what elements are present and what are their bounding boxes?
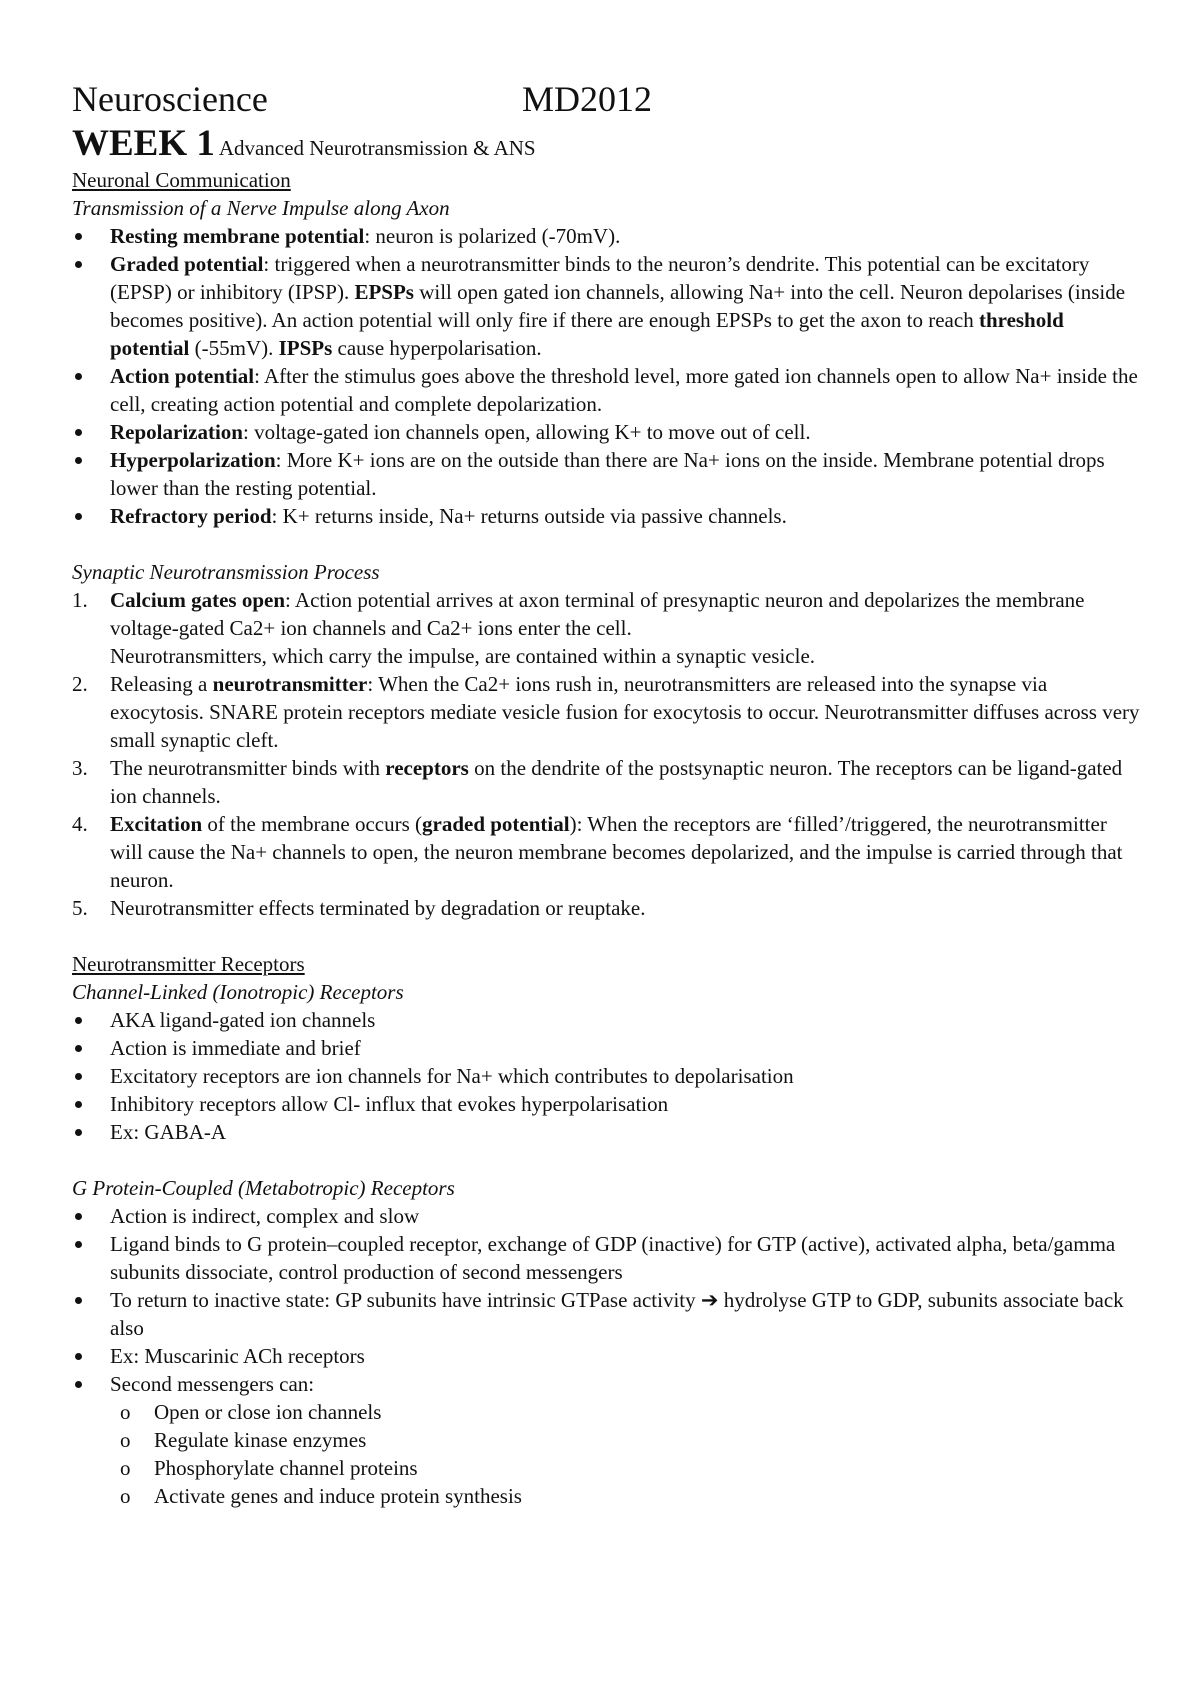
spacer [72, 922, 1142, 950]
item-text: Excitatory receptors are ion channels for Na+ which contributes to depolarisation [110, 1064, 794, 1088]
sub-list-item [72, 1398, 1142, 1426]
list-item [72, 1370, 1142, 1398]
second-messenger-sublist [72, 1398, 1142, 1510]
item-text: Inhibitory receptors allow Cl- influx that evokes hyperpolarisation [110, 1092, 669, 1116]
item-text: : triggered when a neurotransmitter binds to the neuron’s dendrite. This potential can be excitatory (EPSP) or inhibitory (IPSP). [110, 252, 1090, 304]
term: EPSPs [354, 280, 414, 304]
item-text: Ex: GABA-A [110, 1120, 227, 1144]
step-number: 1. [72, 588, 88, 612]
step-number: 2. [72, 672, 88, 696]
item-text: of the membrane occurs ( [202, 812, 422, 836]
spacer [72, 530, 1142, 558]
step-number: 3. [72, 756, 88, 780]
item-text: : When the Ca2+ ions rush in, neurotransmitters are released into the synapse via exocytosis. SNARE protein receptors mediate vesicle fusion for exocytosis to occur. Neurotransmitter diffuses across very small synaptic cleft. [110, 672, 1140, 752]
item-text: Second messengers can: [110, 1372, 315, 1396]
step-number: 4. [72, 812, 88, 836]
item-text: Neurotransmitter effects terminated by degradation or reuptake. [110, 896, 646, 920]
item-text: Regulate kinase enzymes [154, 1428, 367, 1452]
list-item [72, 1118, 1142, 1146]
subheading-synaptic-process: Synaptic Neurotransmission Process [72, 560, 380, 584]
item-text: cause hyperpolarisation. [332, 336, 542, 360]
item-text: Open or close ion channels [154, 1400, 382, 1424]
list-item [72, 418, 1142, 446]
item-text: will open gated ion channels, allowing Na+ into the cell. Neuron depolarises (inside becomes positive). An action potential will only fire if there are enough EPSPs to get the axon to reach [110, 280, 1126, 332]
week-heading [72, 122, 1142, 166]
metabotropic-list [72, 1202, 1142, 1398]
title-row [72, 76, 1142, 122]
term: receptors [385, 756, 469, 780]
subheading-metabotropic: G Protein-Coupled (Metabotropic) Receptors [72, 1176, 455, 1200]
list-item [72, 222, 1142, 250]
list-item [72, 1034, 1142, 1062]
nerve-impulse-list [72, 222, 1142, 530]
item-text: Ligand binds to G protein–coupled receptor, exchange of GDP (inactive) for GTP (active), activated alpha, beta/gamma subunits dissociate, control production of second messengers [110, 1232, 1116, 1284]
term: neurotransmitter [212, 672, 368, 696]
item-text: : After the stimulus goes above the threshold level, more gated ion channels open to allow Na+ inside the cell, creating action potential and complete depolarization. [110, 364, 1138, 416]
term: IPSPs [278, 336, 333, 360]
sub-bullet-icon: o [120, 1428, 131, 1452]
sub-bullet-icon: o [120, 1400, 131, 1424]
term: graded potential [422, 812, 570, 836]
list-item [72, 1286, 1142, 1342]
item-text: AKA ligand-gated ion channels [110, 1008, 376, 1032]
term: Graded potential [110, 252, 264, 276]
term: Hyperpolarization [110, 448, 276, 472]
synaptic-process-list [72, 586, 1142, 922]
item-text: The neurotransmitter binds with [110, 756, 386, 780]
term: threshold potential [110, 308, 1064, 360]
item-text: : Action potential arrives at axon terminal of presynaptic neuron and depolarizes the membrane voltage-gated Ca2+ ion channels and Ca2+ ions enter the cell. [110, 588, 1085, 640]
list-item [72, 1202, 1142, 1230]
list-item [72, 250, 1142, 362]
week-topic: Advanced Neurotransmission & ANS [218, 136, 536, 160]
item-text: ): When the receptors are ‘filled’/triggered, the neurotransmitter will cause the Na+ channels to open, the neuron membrane becomes depolarized, and the impulse is carried through that neuron. [110, 812, 1123, 892]
subheading-ionotropic: Channel-Linked (Ionotropic) Receptors [72, 980, 404, 1004]
list-item [72, 810, 1142, 894]
item-text: Neurotransmitters, which carry the impulse, are contained within a synaptic vesicle. [110, 644, 816, 668]
spacer [72, 1146, 1142, 1174]
ionotropic-list [72, 1006, 1142, 1146]
item-text: : More K+ ions are on the outside than there are Na+ ions on the inside. Membrane potential drops lower than the resting potential. [110, 448, 1105, 500]
list-item [72, 502, 1142, 530]
item-text: Phosphorylate channel proteins [154, 1456, 418, 1480]
item-text: To return to inactive state: GP subunits have intrinsic GTPase activity ➔ hydrolyse GTP to GDP, subunits associate back also [110, 1288, 1124, 1340]
item-text: Activate genes and induce protein synthesis [154, 1484, 522, 1508]
item-text: (-55mV). [189, 336, 279, 360]
list-item [72, 1062, 1142, 1090]
item-text: Releasing a [110, 672, 213, 696]
item-text: : neuron is polarized (-70mV). [364, 224, 621, 248]
sub-bullet-icon: o [120, 1484, 131, 1508]
step-number: 5. [72, 896, 88, 920]
term: Excitation [110, 812, 203, 836]
sub-list-item [72, 1426, 1142, 1454]
list-item [72, 362, 1142, 418]
term: Calcium gates open [110, 588, 285, 612]
term: Action potential [110, 364, 255, 388]
list-item [72, 894, 1142, 922]
list-item [72, 754, 1142, 810]
week-label: WEEK 1 [72, 123, 215, 164]
item-text: Ex: Muscarinic ACh receptors [110, 1344, 365, 1368]
sub-list-item [72, 1454, 1142, 1482]
subject-title: Neuroscience [72, 79, 268, 119]
sub-list-item [72, 1482, 1142, 1510]
subheading-nerve-impulse: Transmission of a Nerve Impulse along Axon [72, 196, 450, 220]
term: Resting membrane potential [110, 224, 365, 248]
list-item [72, 670, 1142, 754]
list-item [72, 1342, 1142, 1370]
section-heading-neurotransmitter-receptors: Neurotransmitter Receptors [72, 952, 305, 976]
item-text: on the dendrite of the postsynaptic neuron. The receptors can be ligand-gated ion channels. [110, 756, 1123, 808]
list-item [72, 446, 1142, 502]
term: Repolarization [110, 420, 243, 444]
list-item [72, 1090, 1142, 1118]
document-page [72, 76, 1142, 1510]
item-text: Action is indirect, complex and slow [110, 1204, 420, 1228]
item-text: : K+ returns inside, Na+ returns outside via passive channels. [271, 504, 787, 528]
term: Refractory period [110, 504, 272, 528]
item-text: : voltage-gated ion channels open, allowing K+ to move out of cell. [242, 420, 811, 444]
list-item [72, 1006, 1142, 1034]
list-item [72, 586, 1142, 670]
sub-bullet-icon: o [120, 1456, 131, 1480]
list-item [72, 1230, 1142, 1286]
item-text: Action is immediate and brief [110, 1036, 361, 1060]
section-heading-neuronal-communication: Neuronal Communication [72, 168, 291, 192]
course-code: MD2012 [522, 79, 653, 119]
